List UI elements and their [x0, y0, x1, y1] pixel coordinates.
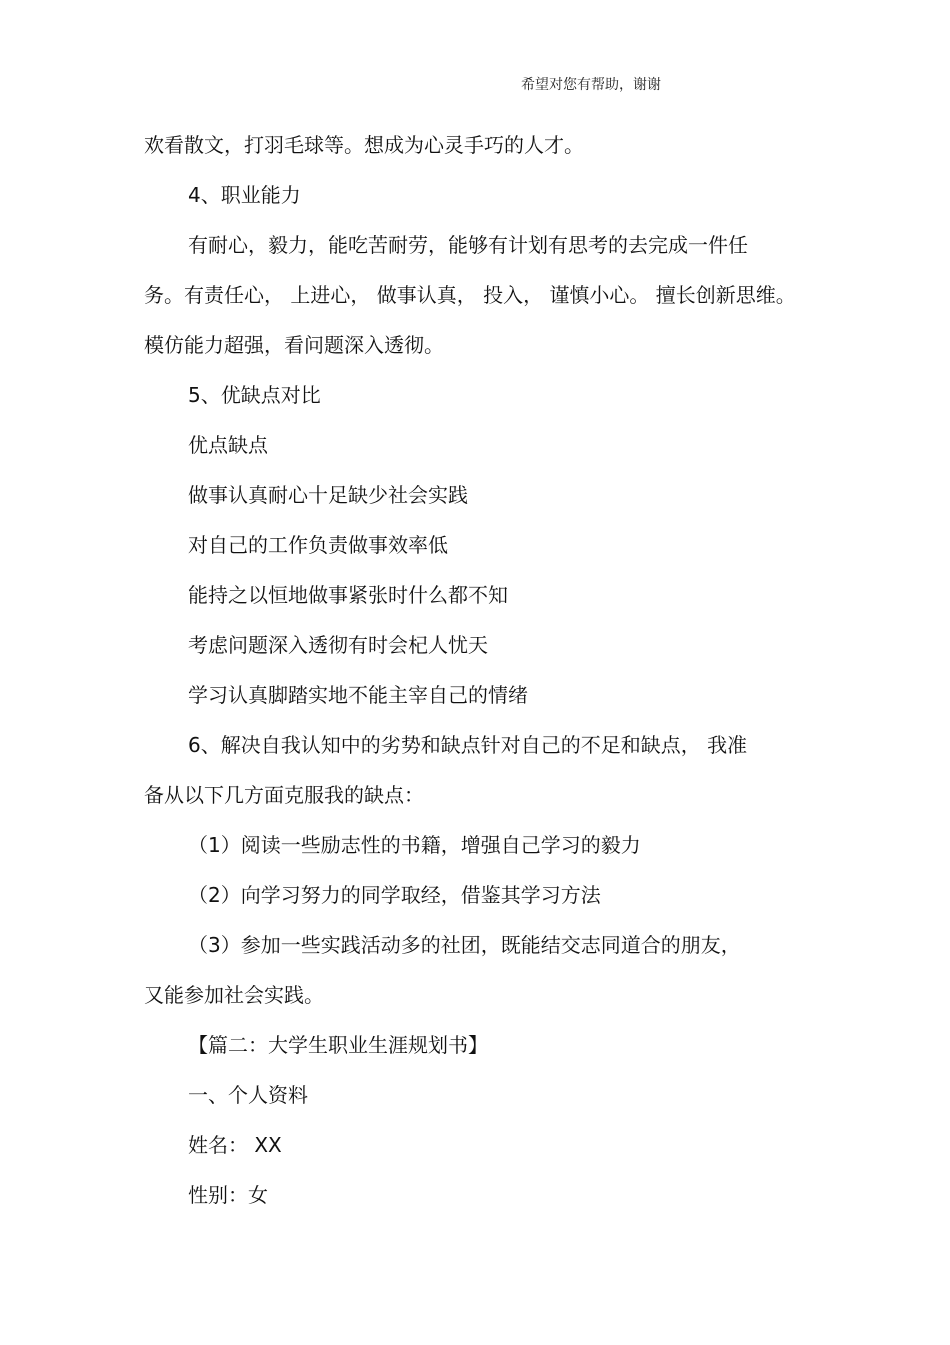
profile-field-gender: 性别：女 [188, 1183, 268, 1207]
chapter-title: 【篇二：大学生职业生涯规划书】 [188, 1033, 488, 1057]
text-line: 模仿能力超强，看问题深入透彻。 [144, 333, 444, 357]
section-heading: 6、解决自我认知中的劣势和缺点针对自己的不足和缺点， 我准 [188, 733, 748, 757]
text-line: 又能参加社会实践。 [144, 983, 324, 1007]
list-item: （1）阅读一些励志性的书籍，增强自己学习的毅力 [188, 833, 641, 857]
section-heading: 5、优缺点对比 [188, 383, 321, 407]
text-line: 考虑问题深入透彻有时会杞人忧天 [188, 633, 488, 657]
text-line: 能持之以恒地做事紧张时什么都不知 [188, 583, 508, 607]
text-line: 做事认真耐心十足缺少社会实践 [188, 483, 468, 507]
section-heading: 一、个人资料 [188, 1083, 308, 1107]
text-line: 有耐心，毅力，能吃苦耐劳，能够有计划有思考的去完成一件任 [188, 233, 748, 257]
page-header-note: 希望对您有帮助，谢谢 [521, 77, 661, 93]
section-heading: 4、职业能力 [188, 183, 301, 207]
text-line: 对自己的工作负责做事效率低 [188, 533, 448, 557]
list-item: （3）参加一些实践活动多的社团，既能结交志同道合的朋友， [188, 933, 741, 957]
profile-field-name: 姓名： XX [188, 1133, 282, 1157]
text-line: 欢看散文，打羽毛球等。想成为心灵手巧的人才。 [144, 133, 584, 157]
text-line: 务。有责任心， 上进心， 做事认真， 投入， 谨慎小心。 擅长创新思维。 [144, 283, 796, 307]
list-item: （2）向学习努力的同学取经，借鉴其学习方法 [188, 883, 601, 907]
text-line: 优点缺点 [188, 433, 268, 457]
text-line: 备从以下几方面克服我的缺点： [144, 783, 424, 807]
text-line: 学习认真脚踏实地不能主宰自己的情绪 [188, 683, 528, 707]
